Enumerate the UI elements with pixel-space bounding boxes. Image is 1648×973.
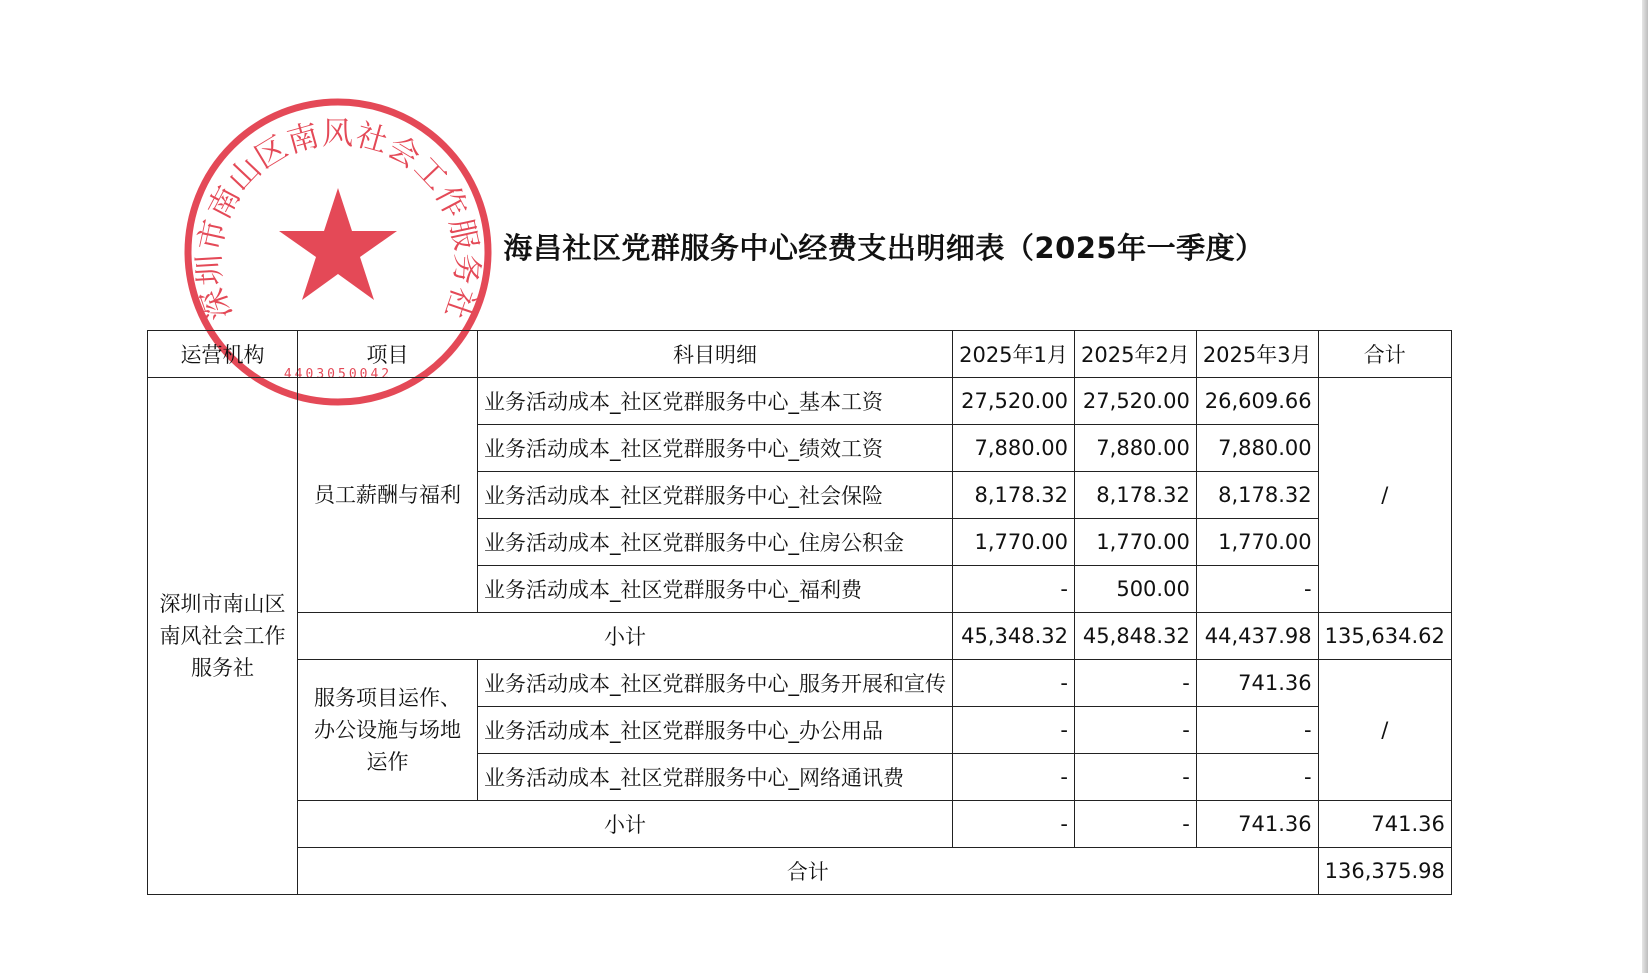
header-org: 运营机构 xyxy=(148,331,298,378)
seal-text: 深圳市南山区南风社会工作服务社 xyxy=(191,116,485,325)
group2-subtotal-total: 741.36 xyxy=(1318,801,1451,848)
grand-total-value: 136,375.98 xyxy=(1318,848,1451,895)
mar-cell: 7,880.00 xyxy=(1196,425,1318,472)
group2-subtotal-mar: 741.36 xyxy=(1196,801,1318,848)
svg-text:深圳市南山区南风社会工作服务社 xyxy=(191,116,484,324)
group2-subtotal-feb: - xyxy=(1075,801,1197,848)
header-mar: 2025年3月 xyxy=(1196,331,1318,378)
feb-cell: - xyxy=(1075,660,1197,707)
mar-cell: 26,609.66 xyxy=(1196,378,1318,425)
jan-cell: 7,880.00 xyxy=(953,425,1075,472)
group2-subtotal-label: 小计 xyxy=(298,801,953,848)
header-item: 项目 xyxy=(298,331,478,378)
detail-cell: 业务活动成本_社区党群服务中心_福利费 xyxy=(478,566,953,613)
org-name-cell: 深圳市南山区南风社会工作服务社 xyxy=(148,378,298,895)
detail-cell: 业务活动成本_社区党群服务中心_住房公积金 xyxy=(478,519,953,566)
group2-total-mark: / xyxy=(1318,660,1451,801)
header-total: 合计 xyxy=(1318,331,1451,378)
mar-cell: 1,770.00 xyxy=(1196,519,1318,566)
jan-cell: 27,520.00 xyxy=(953,378,1075,425)
jan-cell: 8,178.32 xyxy=(953,472,1075,519)
group1-name: 员工薪酬与福利 xyxy=(298,378,478,613)
feb-cell: - xyxy=(1075,707,1197,754)
jan-cell: 1,770.00 xyxy=(953,519,1075,566)
table-row xyxy=(148,660,1452,707)
feb-cell: 1,770.00 xyxy=(1075,519,1197,566)
mar-cell: - xyxy=(1196,707,1318,754)
header-row xyxy=(148,331,1452,378)
detail-cell: 业务活动成本_社区党群服务中心_办公用品 xyxy=(478,707,953,754)
header-jan: 2025年1月 xyxy=(953,331,1075,378)
feb-cell: - xyxy=(1075,754,1197,801)
detail-cell: 业务活动成本_社区党群服务中心_网络通讯费 xyxy=(478,754,953,801)
detail-cell: 业务活动成本_社区党群服务中心_基本工资 xyxy=(478,378,953,425)
table-row xyxy=(148,378,1452,425)
jan-cell: - xyxy=(953,660,1075,707)
group1-subtotal-jan: 45,348.32 xyxy=(953,613,1075,660)
mar-cell: - xyxy=(1196,754,1318,801)
seal-number: 4403050042 xyxy=(283,367,393,382)
group2-name: 服务项目运作、办公设施与场地运作 xyxy=(298,660,478,801)
detail-cell: 业务活动成本_社区党群服务中心_社会保险 xyxy=(478,472,953,519)
feb-cell: 27,520.00 xyxy=(1075,378,1197,425)
mar-cell: 741.36 xyxy=(1196,660,1318,707)
jan-cell: - xyxy=(953,566,1075,613)
jan-cell: - xyxy=(953,707,1075,754)
mar-cell: - xyxy=(1196,566,1318,613)
group1-subtotal-label: 小计 xyxy=(298,613,953,660)
header-feb: 2025年2月 xyxy=(1075,331,1197,378)
group1-subtotal-total: 135,634.62 xyxy=(1318,613,1451,660)
mar-cell: 8,178.32 xyxy=(1196,472,1318,519)
expense-table xyxy=(147,330,1452,895)
feb-cell: 8,178.32 xyxy=(1075,472,1197,519)
group1-total-mark: / xyxy=(1318,378,1451,613)
group2-subtotal-jan: - xyxy=(953,801,1075,848)
grand-total-label: 合计 xyxy=(298,848,1319,895)
grand-total-row xyxy=(148,848,1452,895)
detail-cell: 业务活动成本_社区党群服务中心_绩效工资 xyxy=(478,425,953,472)
page-title: 海昌社区党群服务中心经费支出明细表（2025年一季度） xyxy=(503,231,1265,265)
feb-cell: 7,880.00 xyxy=(1075,425,1197,472)
detail-cell: 业务活动成本_社区党群服务中心_服务开展和宣传 xyxy=(478,660,953,707)
jan-cell: - xyxy=(953,754,1075,801)
subtotal-row xyxy=(148,801,1452,848)
group1-subtotal-feb: 45,848.32 xyxy=(1075,613,1197,660)
header-detail: 科目明细 xyxy=(478,331,953,378)
group1-subtotal-mar: 44,437.98 xyxy=(1196,613,1318,660)
scan-edge xyxy=(1642,0,1648,973)
feb-cell: 500.00 xyxy=(1075,566,1197,613)
subtotal-row xyxy=(148,613,1452,660)
